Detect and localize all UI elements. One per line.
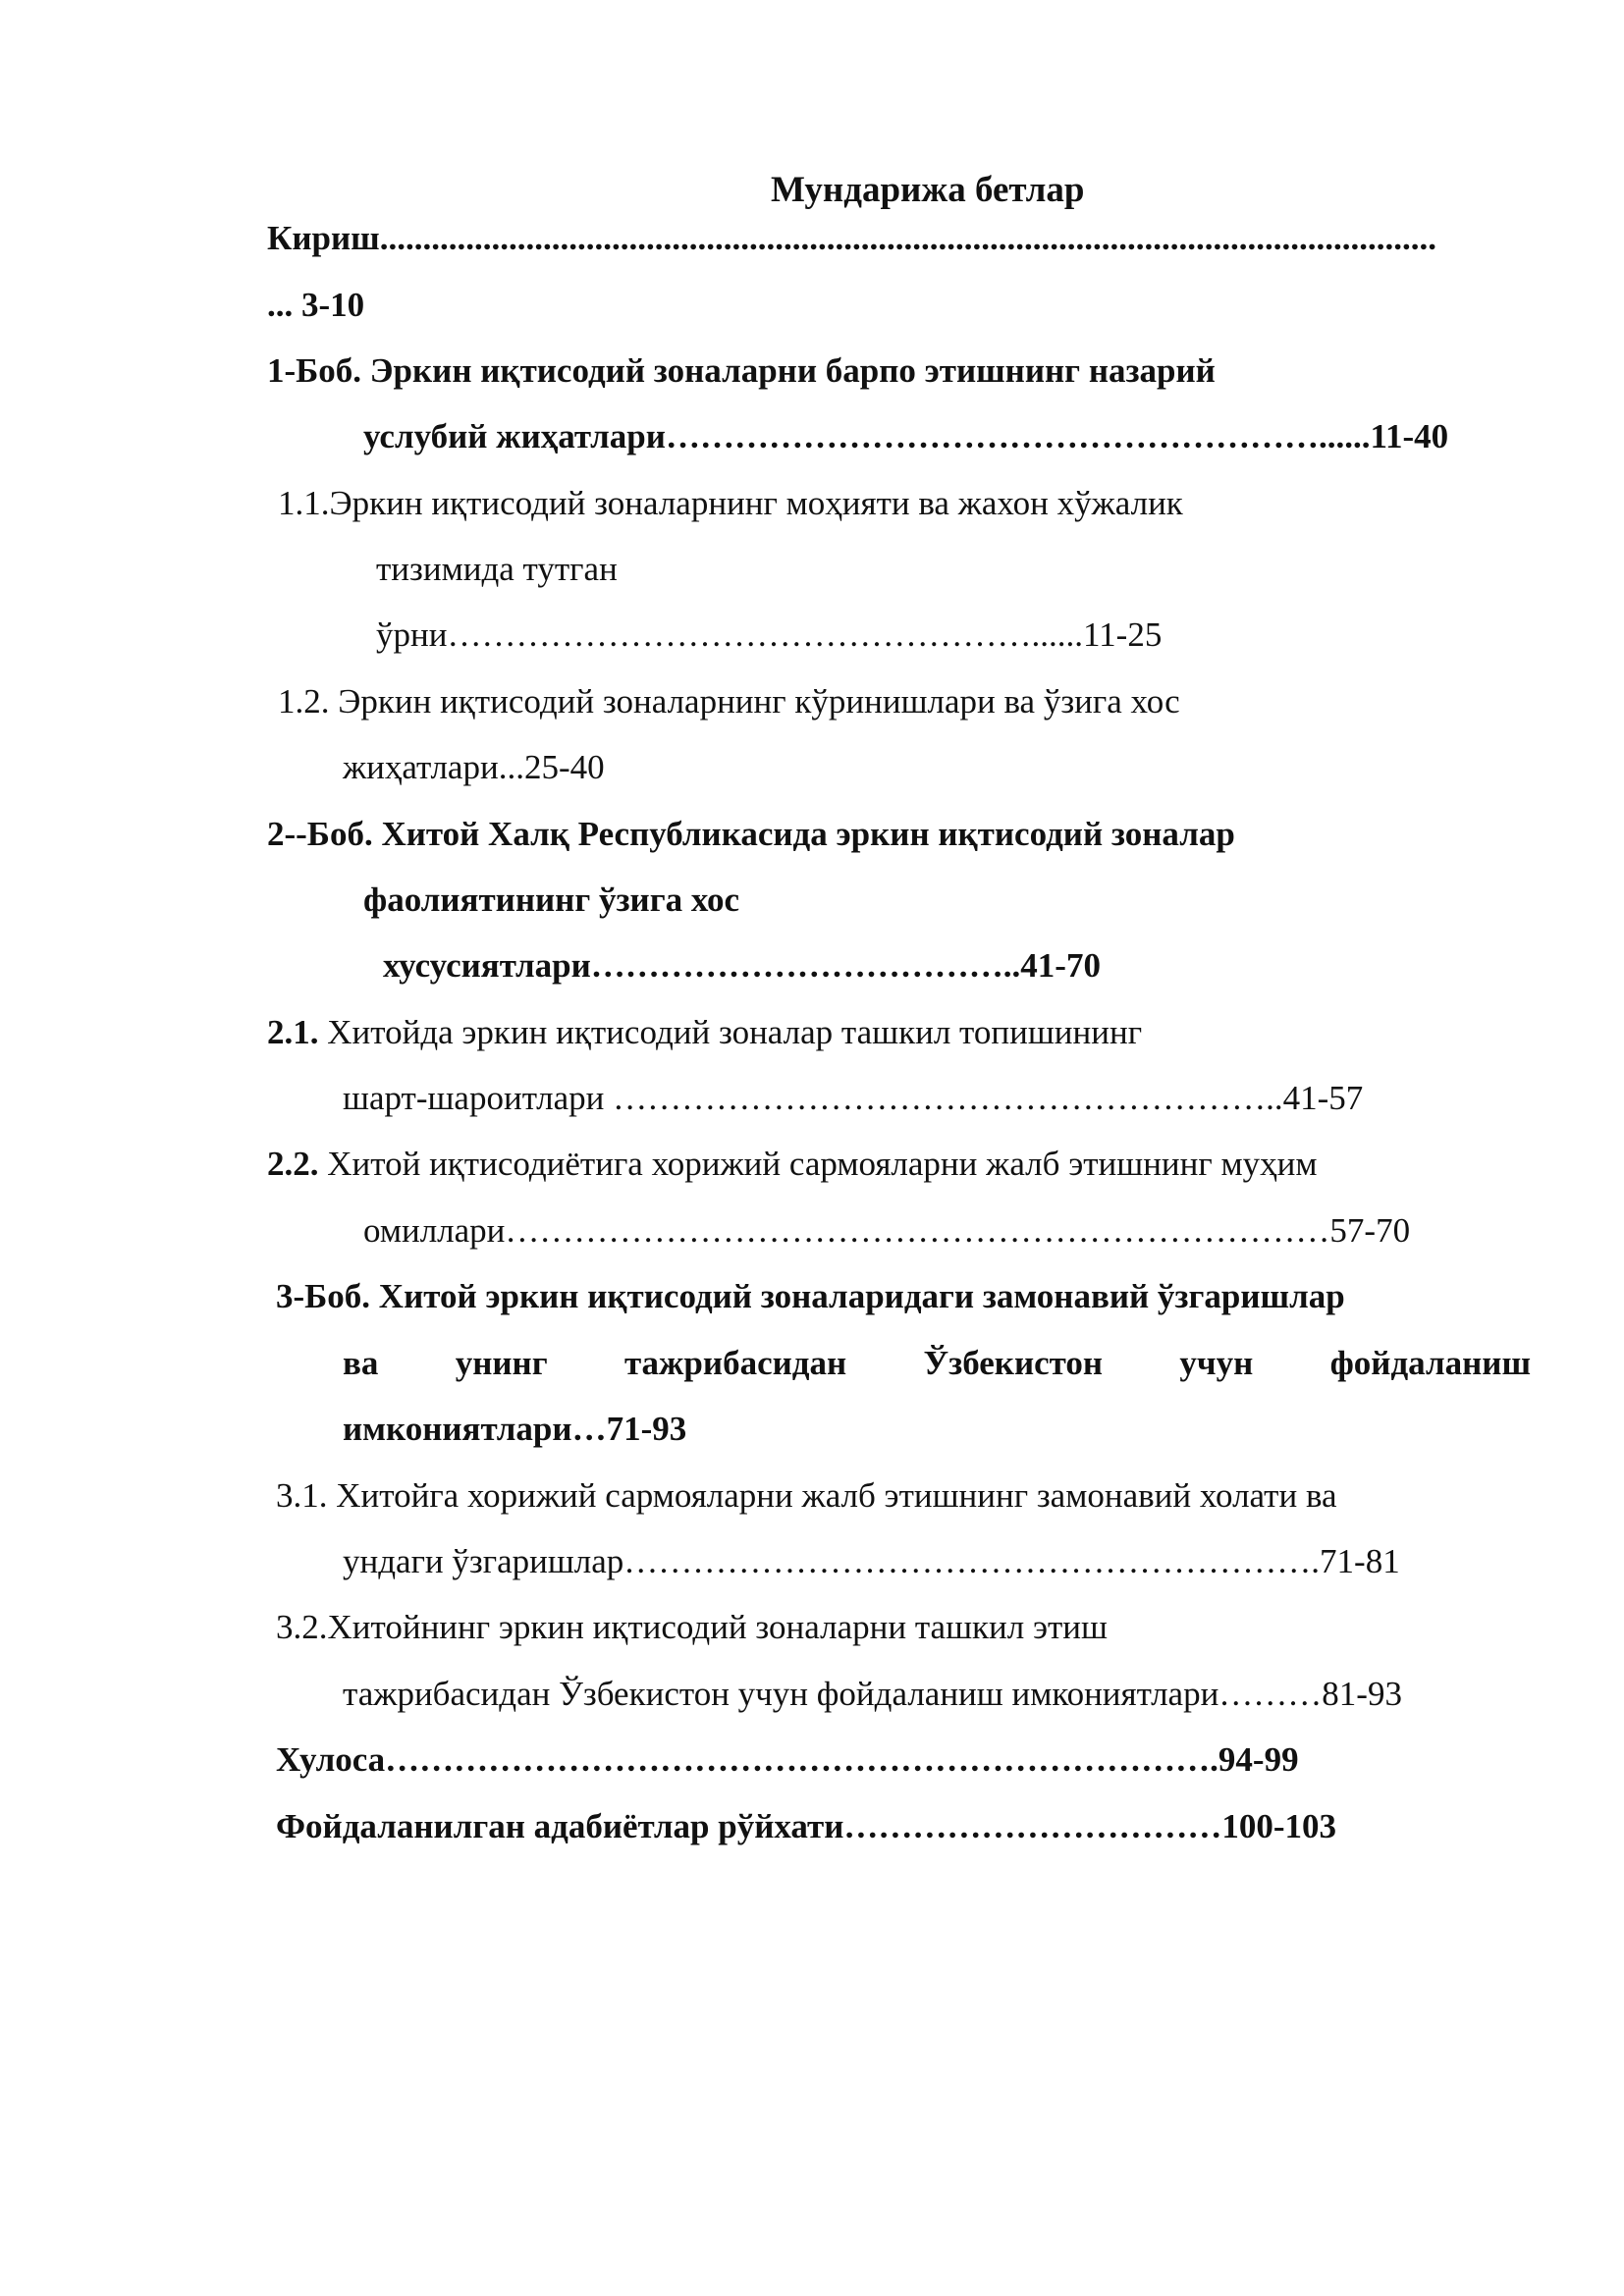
toc-chapter2-line3: хусусиятлари………………………………..41-70 <box>383 946 1101 985</box>
toc-section-2-2-line2: омиллари………………………………………………………………57-70 <box>363 1211 1411 1250</box>
toc-chapter2-line2: фаолиятининг ўзига хос <box>363 881 740 919</box>
toc-section-3-2-line1: 3.2.Хитойнинг эркин иқтисодий зоналарни ташкил этиш <box>276 1608 1108 1646</box>
toc-section-3-2-line2: тажрибасидан Ўзбекистон учун фойдаланиш имкониятлари………81-93 <box>343 1675 1402 1713</box>
toc-title: Мундарижа бетлар <box>771 170 1085 210</box>
toc-intro-line1: Кириш........................................................................................................................... <box>267 219 1436 257</box>
toc-chapter3-word: унинг <box>455 1344 548 1382</box>
toc-chapter3-word: фойдаланиш <box>1329 1344 1531 1382</box>
toc-section-2-2-number: 2.2. <box>267 1145 319 1183</box>
toc-section-2-1-line2: шарт-шароитлари …………………………………………………..41-57 <box>343 1079 1364 1117</box>
toc-chapter3-line3: имкониятлари…71-93 <box>343 1410 687 1448</box>
toc-chapter3-word: Ўзбекистон <box>923 1344 1104 1382</box>
toc-chapter3-word: учун <box>1179 1344 1254 1382</box>
toc-chapter1-line2: услубий жиҳатлари…………………………………………………......11-40 <box>363 417 1449 455</box>
toc-section-3-1-line1: 3.1. Хитойга хорижий сармояларни жалб этишнинг замонавий холати ва <box>276 1476 1337 1515</box>
toc-section-2-1-text: Хитойда эркин иқтисодий зоналар ташкил топишининг <box>318 1013 1143 1051</box>
toc-section-1-2-line2: жиҳатлари...25-40 <box>343 748 605 786</box>
toc-references: Фойдаланилган адабиётлар рўйхати……………………………100-103 <box>276 1807 1337 1845</box>
toc-section-3-1-line2: ундаги ўзгаришлар…………………………………………………….71-81 <box>343 1542 1400 1580</box>
toc-chapter3-line2 <box>343 1343 1531 1384</box>
toc-chapter2-line1: 2--Боб. Хитой Халқ Республикасида эркин иқтисодий зоналар <box>267 815 1235 853</box>
toc-section-1-1-line2: тизимида тутган <box>376 550 618 588</box>
toc-chapter1-line1: 1-Боб. Эркин иқтисодий зоналарни барпо этишнинг назарий <box>267 351 1216 390</box>
toc-section-2-2-line1 <box>267 1144 1318 1185</box>
toc-section-1-2-line1: 1.2. Эркин иқтисодий зоналарнинг кўринишлари ва ўзига хос <box>278 682 1180 721</box>
toc-section-2-2-text: Хитой иқтисодиётига хорижий сармояларни жалб этишнинг муҳим <box>318 1145 1318 1183</box>
toc-chapter3-line1: 3-Боб. Хитой эркин иқтисодий зоналаридаги замонавий ўзгаришлар <box>276 1277 1345 1315</box>
toc-intro-line2: ... 3-10 <box>267 286 365 324</box>
toc-section-1-1-line3: ўрни……………………………………………......11-25 <box>376 615 1163 654</box>
toc-section-2-1-number: 2.1. <box>267 1013 319 1051</box>
toc-chapter3-word: тажрибасидан <box>623 1344 847 1382</box>
toc-chapter3-word: ва <box>343 1344 379 1382</box>
toc-conclusion: Хулоса……………………………………………………………….94-99 <box>276 1740 1299 1779</box>
toc-section-1-1-line1: 1.1.Эркин иқтисодий зоналарнинг моҳияти ва жахон хўжалик <box>278 484 1183 522</box>
toc-section-2-1-line1 <box>267 1012 1142 1053</box>
